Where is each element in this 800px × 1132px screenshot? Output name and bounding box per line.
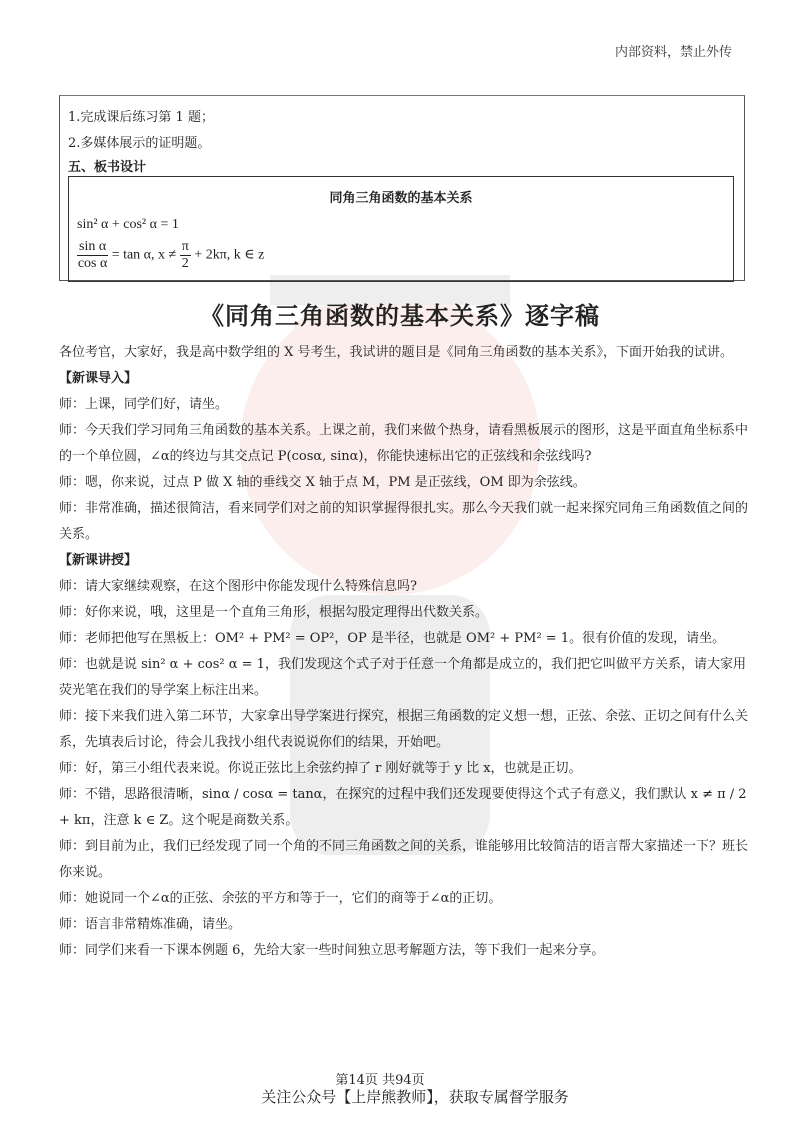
blackboard-design-box [68, 176, 734, 282]
fraction-sin-cos [77, 239, 108, 272]
pi-numerator: π [181, 239, 189, 254]
paragraph: 师：她说同一个∠α的正弦、余弦的平方和等于一，它们的商等于∠α的正切。 [59, 891, 502, 906]
paragraph: 师：语言非常精炼准确，请坐。 [59, 917, 242, 932]
paragraph: 师：同学们来看一下课本例题 6，先给大家一些时间独立思考解题方法，等下我们一起来分享。 [59, 943, 605, 958]
formula-square-relation: sin² α + cos² α = 1 [77, 217, 179, 232]
header-notice: 内部资料，禁止外传 [614, 45, 732, 60]
lesson-table [59, 95, 745, 281]
paragraph: 师：不错，思路很清晰，sinα / cosα = tanα，在探究的过程中我们还发现要使得这个式子有意义，我们默认 x ≠ π / 2 + kπ，注意 k ∈ Z。这个呢是商数关系。 [59, 787, 747, 828]
transcript-body [59, 340, 749, 964]
formula-quotient-relation [77, 239, 264, 272]
paragraph: 师：接下来我们进入第二环节，大家拿出导学案进行探究，根据三角函数的定义想一想，正弦、余弦、正切之间有什么关系，先填表后讨论，待会儿我找小组代表说说你们的结果，开始吧。 [59, 709, 749, 750]
board-title: 同角三角函数的基本关系 [329, 191, 473, 206]
paragraph: 师：嗯，你来说，过点 P 做 X 轴的垂线交 X 轴于点 M，PM 是正弦线，OM 即为余弦线。 [59, 475, 586, 490]
pi-denominator: 2 [181, 256, 189, 271]
fraction-pi-2 [180, 239, 191, 272]
paragraph: 师：非常准确，描述很简洁，看来同学们对之前的知识掌握得很扎实。那么今天我们就一起来探究同角三角函数值之间的关系。 [59, 501, 749, 542]
formula-middle: = tan α, x ≠ [111, 247, 177, 263]
paragraph: 师：也就是说 sin² α + cos² α = 1，我们发现这个式子对于任意一个角都是成立的，我们把它叫做平方关系，请大家用荧光笔在我们的导学案上标注出来。 [59, 657, 746, 698]
paragraph: 师：到目前为止，我们已经发现了同一个角的不同三角函数之间的关系，谁能够用比较简洁的语言帮大家描述一下？班长你来说。 [59, 839, 749, 880]
promo-footer: 关注公众号【上岸熊教师】，获取专属督学服务 [261, 1088, 569, 1106]
section-label-intro: 【新课导入】 [59, 371, 138, 386]
fraction-denominator: cos α [77, 256, 108, 271]
fraction-numerator: sin α [79, 239, 107, 254]
document-title: 《同角三角函数的基本关系》逐字稿 [200, 301, 600, 330]
table-line-1: 1.完成课后练习第 1 题； [68, 110, 214, 125]
table-line-2: 2.多媒体展示的证明题。 [68, 136, 211, 151]
formula-tail: + 2kπ, k ∈ z [194, 247, 265, 263]
section-heading: 五、板书设计 [68, 160, 147, 175]
section-label-new-lesson: 【新课讲授】 [59, 553, 138, 568]
paragraph: 师：好你来说，哦，这里是一个直角三角形，根据勾股定理得出代数关系。 [59, 605, 489, 620]
paragraph: 各位考官，大家好，我是高中数学组的 X 号考生，我试讲的题目是《同角三角函数的基本关系》，下面开始我的试讲。 [59, 345, 734, 360]
paragraph: 师：上课，同学们好，请坐。 [59, 397, 229, 412]
paragraph: 师：老师把他写在黑板上：OM² + PM² = OP²，OP 是半径，也就是 OM² + PM² = 1。很有价值的发现，请坐。 [59, 631, 726, 646]
page-number: 第14页 共94页 [335, 1073, 425, 1088]
paragraph: 师：今天我们学习同角三角函数的基本关系。上课之前，我们来做个热身，请看黑板展示的图形，这是平面直角坐标系中的一个单位圆，∠α的终边与其交点记 P(cosα, sinα)，你能快速标出它的正弦线和余弦线吗? [59, 423, 749, 464]
paragraph: 师：请大家继续观察，在这个图形中你能发现什么特殊信息吗? [59, 579, 417, 594]
paragraph: 师：好，第三小组代表来说。你说正弦比上余弦约掉了 r 刚好就等于 y 比 x，也就是正切。 [59, 761, 582, 776]
